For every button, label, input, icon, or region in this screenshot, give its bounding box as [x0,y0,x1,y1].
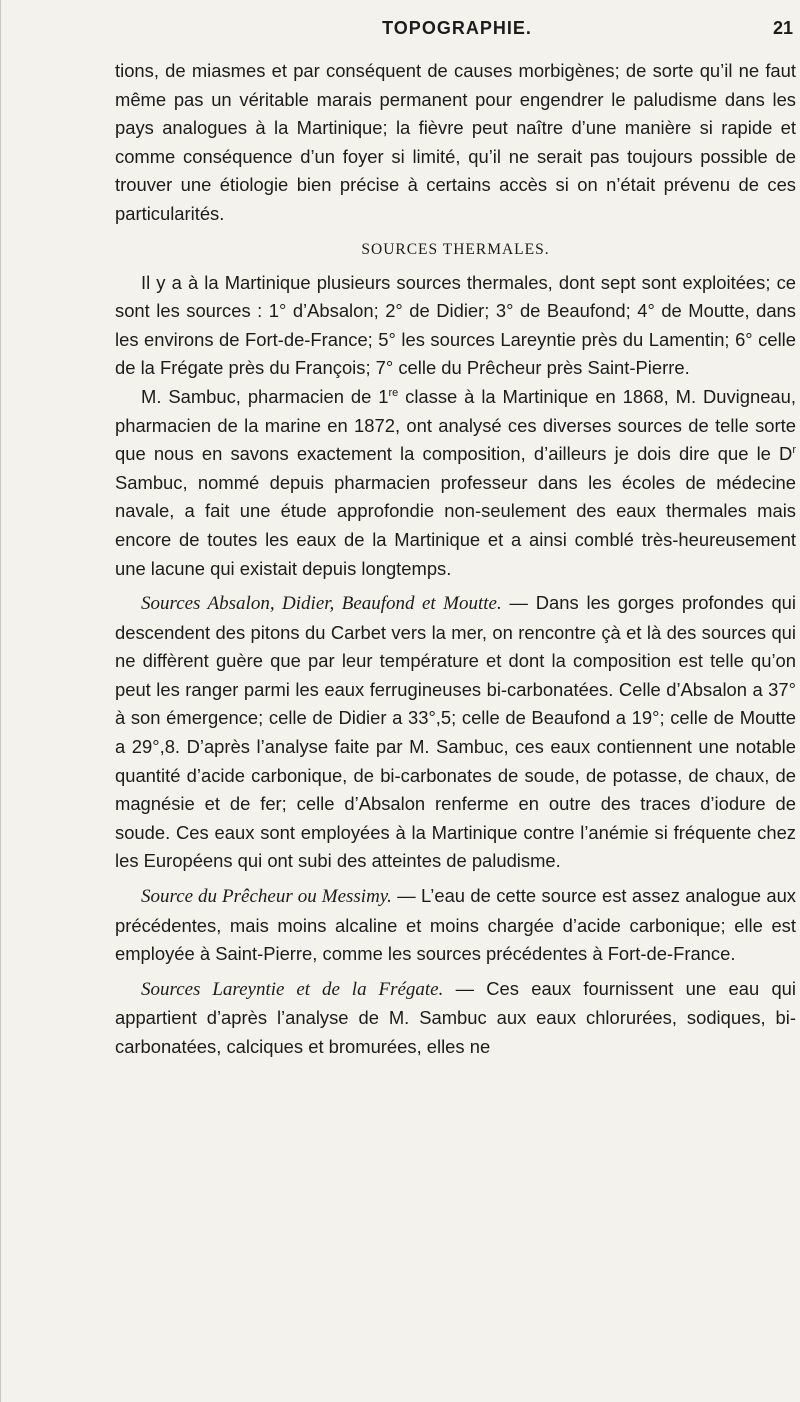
paragraph-text: — L’eau de cette source est assez analogue aux précédentes, mais moins alcaline et moins chargée d’acide carbonique; elle est employée à Saint-Pierre, comme les sources précédentes à Fort-de-France. [115,885,796,965]
paragraph-text: Il y a à la Martinique plusieurs sources thermales, dont sept sont exploitées; ce sont les sources : 1° d’Absalon; 2° de Didier; 3° de Beaufond; 4° de Moutte, dans les environs de Fort-de-France; 5° les sources Lareyntie près du Lamentin; 6° celle de la Frégate près du François; 7° celle du Prêcheur près Saint-Pierre. [115,271,796,379]
superscript-re: re [388,386,399,399]
page-header [121,12,793,40]
paragraph-lead: Source du Prêcheur ou Messimy. [141,886,392,908]
page-number: 21 [772,18,793,38]
paragraph-analyses [115,383,796,583]
paragraph-text-part: M. Sambuc, pharmacien de 1 [141,385,389,407]
superscript-r: r [792,444,796,456]
paragraph-lead: Sources Lareyntie et de la Frégate. [141,978,444,1000]
paragraph-thermal-sources [115,269,796,383]
paragraph-text-part: classe à la Martinique en 1868, M. Duvigneau, pharmacien de la marine en 1872, ont analysé ces diverses sources de telle sorte que nous en savons exactement la composition, d’ailleurs je dois dire que le D [115,385,797,465]
section-heading: SOURCES THERMALES. [361,240,550,258]
paragraph-continuation [115,57,796,229]
paragraph-text-part: Sambuc, nommé depuis pharmacien professeur dans les écoles de médecine navale, a fait une étude approfondie non-seulement des eaux thermales mais encore de toutes les eaux de la Martinique et a ainsi comblé très-heureusement une lacune qui existait depuis longtemps. [115,471,796,579]
running-title: TOPOGRAPHIE. [382,18,532,38]
body-text [115,57,796,1062]
paragraph-text: tions, de miasmes et par conséquent de causes morbigènes; de sorte qu’il ne faut même pas un véritable marais permanent pour engendrer le paludisme dans les pays analogues à la Martinique; la fièvre peut naître d’une manière si rapide et comme conséquence d’un foyer si limité, qu’il ne serait pas toujours possible de trouver une étiologie bien précise à certains accès si on n’était prévenu de ces particularités. [115,60,796,224]
paragraph-text: — Dans les gorges profondes qui descendent des pitons du Carbet vers la mer, on rencontre çà et là des sources qui ne diffèrent guère que par leur température et dont la composition est telle qu’on peut les ranger parmi les eaux ferrugineuses bi-carbonatées. Celle d’Absalon a 37° à son émergence; celle de Didier a 33°,5; celle de Beaufond a 19°; celle de Moutte a 29°,8. D’après l’analyse faite par M. Sambuc, ces eaux contiennent une notable quantité d’acide carbonique, de bi-carbonates de soude, de potasse, de chaux, de magnésie et de fer; celle d’Absalon renferme en outre des traces d’iodure de soude. Ces eaux sont employées à la Martinique contre l’anémie si fréquente chez les Européens qui ont subi des atteintes de paludisme. [115,592,796,872]
paragraph-precheur [115,882,796,969]
paragraph-lareyntie [115,975,796,1062]
paragraph-text: — Ces eaux fournissent une eau qui appartient d’après l’analyse de M. Sambuc aux eaux chlorurées, sodiques, bi-carbonatées, calciques et bromurées, elles ne [115,977,796,1057]
paragraph-lead: Sources Absalon, Didier, Beaufond et Moutte. [141,593,502,615]
paragraph-absalon-didier [115,589,796,876]
